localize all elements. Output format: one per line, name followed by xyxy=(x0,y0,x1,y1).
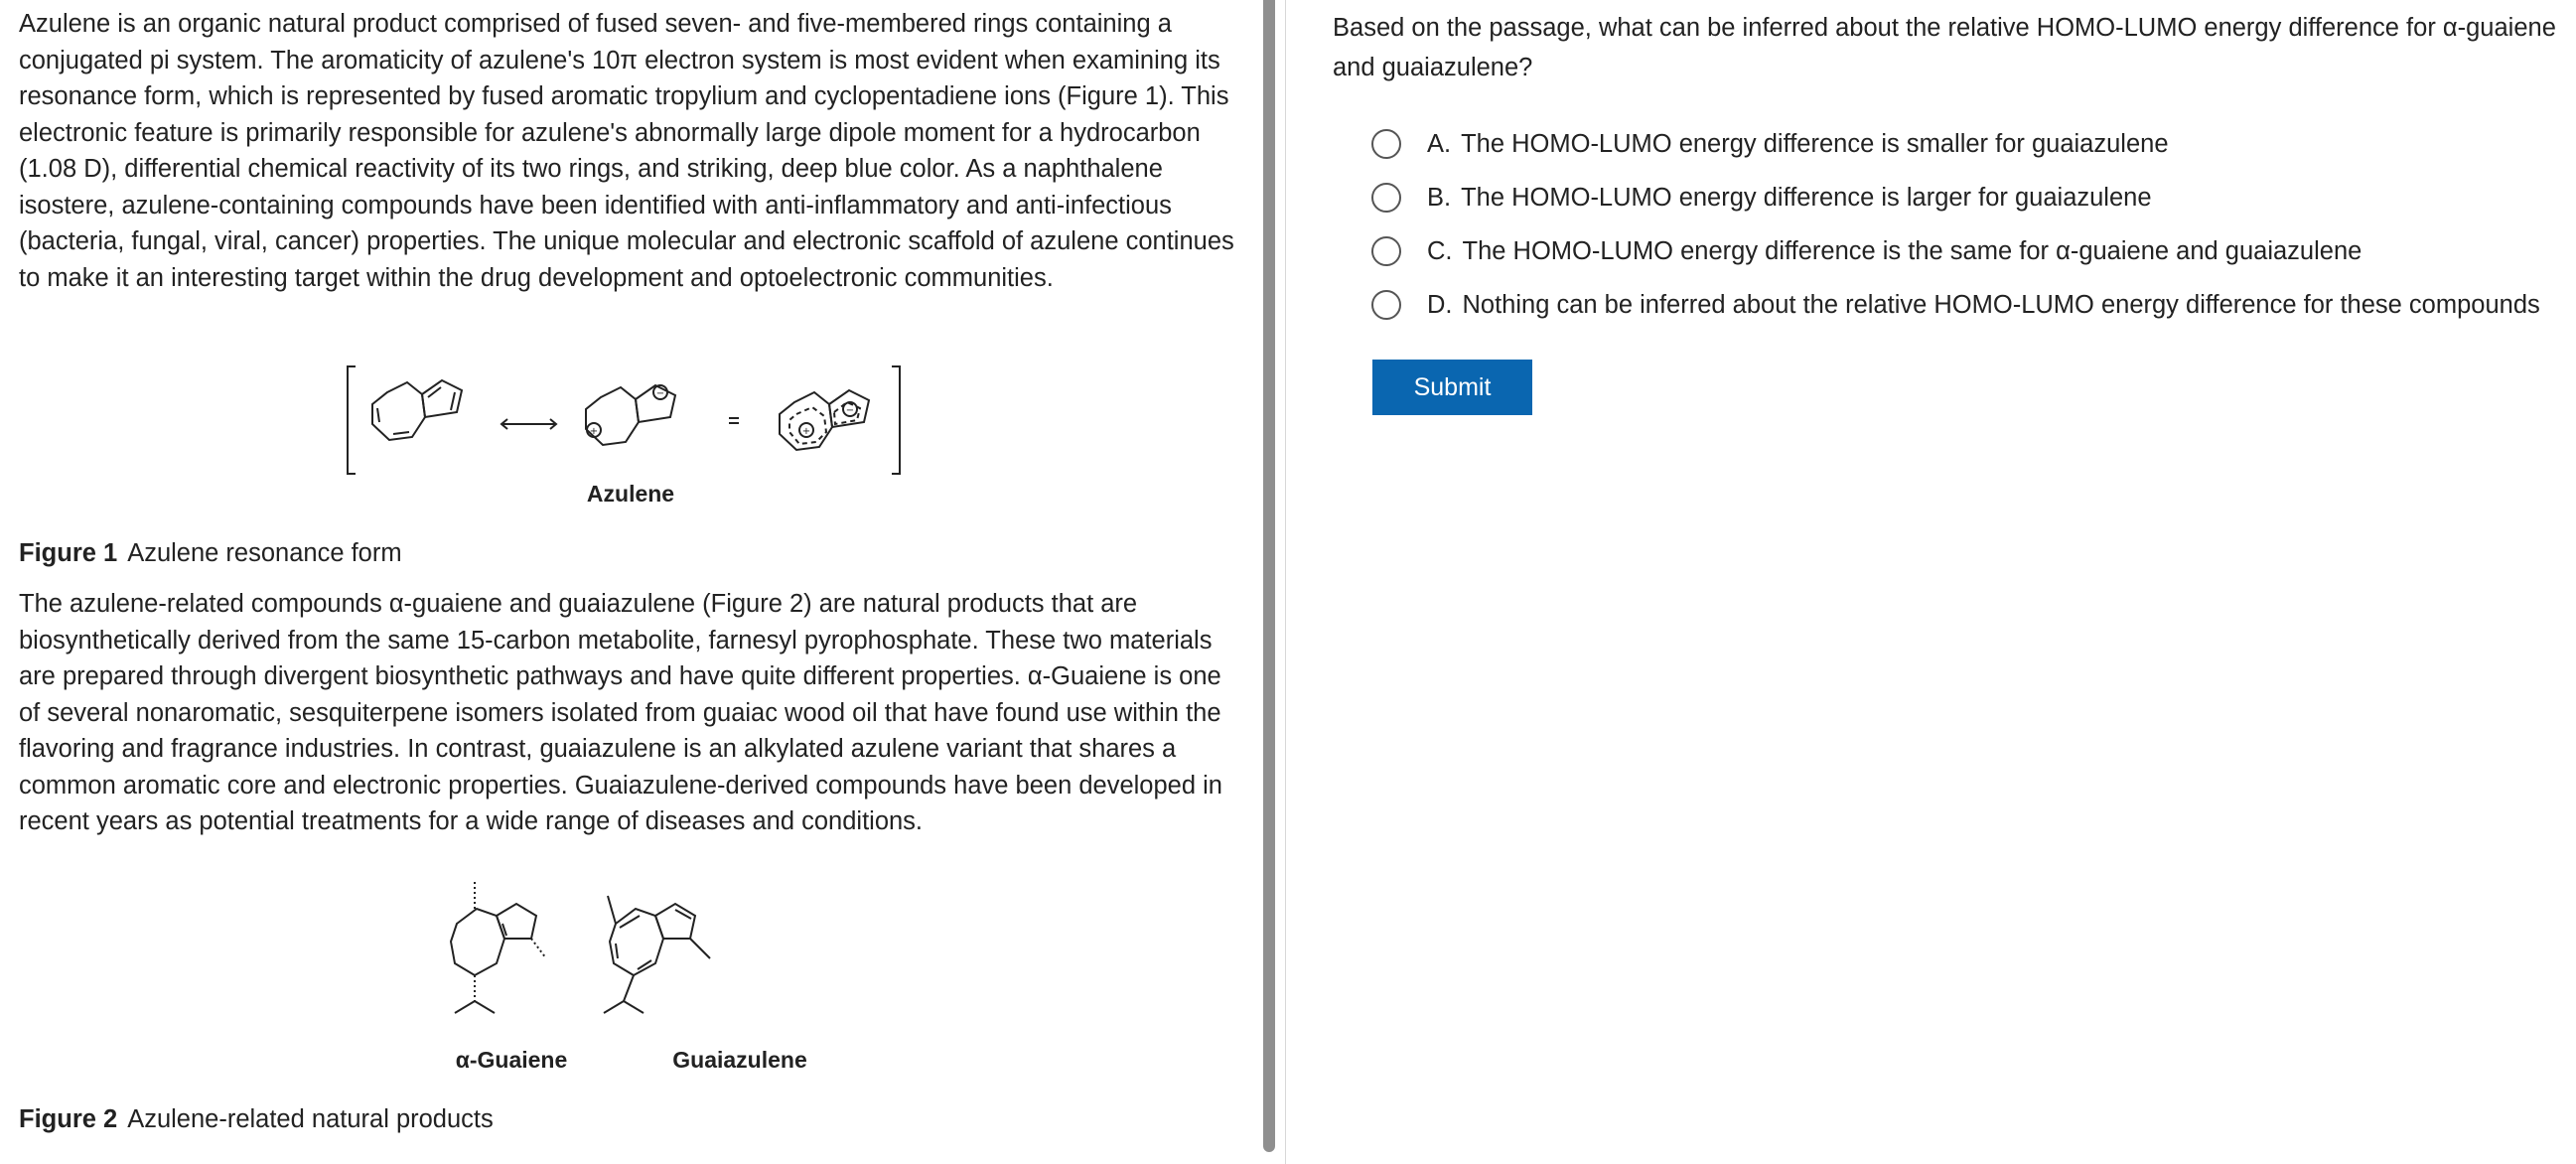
radio-button-c[interactable] xyxy=(1371,236,1401,266)
passage-pane xyxy=(0,0,1253,1164)
option-text: The HOMO-LUMO energy difference is the same for α-guaiene and guaiazulene xyxy=(1462,236,2362,265)
figure-1-caption-number: Figure 1 xyxy=(19,539,118,567)
answer-option-a[interactable] xyxy=(1371,117,2576,171)
submit-button[interactable]: Submit xyxy=(1372,360,1532,415)
figure-2-caption-text: Azulene-related natural products xyxy=(127,1105,494,1133)
pane-splitter-scrollbar[interactable] xyxy=(1263,0,1275,1152)
passage-paragraph-1: Azulene is an organic natural product comprised of fused seven- and five-membered rings containing a conjugated pi system. The aromaticity of azulene's 10π electron system is most evident when examining its resonance form, which is represented by fused aromatic tropylium and cyclopentadiene ions (Figure 1). This electronic feature is primarily responsible for azulene's abnormally large dipole moment for a hydrocarbon (1.08 D), differential chemical reactivity of its two rings, and striking, deep blue color. As a naphthalene isostere, azulene-containing compounds have been identified with anti-inflammatory and anti-infectious (bacteria, fungal, viral, cancer) properties. The unique molecular and electronic scaffold of azulene continues to make it an interesting target within the drug development and optoelectronic communities. xyxy=(19,10,1234,292)
radio-button-a[interactable] xyxy=(1371,129,1401,159)
option-text: The HOMO-LUMO energy difference is smaller for guaiazulene xyxy=(1461,129,2169,158)
figure-2-caption xyxy=(19,1101,1240,1138)
figure-2-label-guaiazulene: Guaiazulene xyxy=(672,1047,807,1073)
radio-button-b[interactable] xyxy=(1371,183,1401,213)
svg-text:−: − xyxy=(655,388,665,399)
option-letter: C. xyxy=(1427,236,1453,265)
figure-2-caption-number: Figure 2 xyxy=(19,1105,118,1133)
question-stem: Based on the passage, what can be inferred about the relative HOMO-LUMO energy difference for α-guaiene and guaiazulene? xyxy=(1333,14,2556,81)
option-text: The HOMO-LUMO energy difference is larger for guaiazulene xyxy=(1461,183,2152,212)
option-letter: B. xyxy=(1427,183,1452,212)
natural-products-figure xyxy=(417,864,834,1063)
radio-button-d[interactable] xyxy=(1371,290,1401,320)
figure-1-caption-text: Azulene resonance form xyxy=(127,539,402,567)
svg-text:+: + xyxy=(801,426,811,437)
svg-text:+: + xyxy=(589,426,599,437)
answer-option-c[interactable] xyxy=(1371,224,2576,278)
pane-divider xyxy=(1285,0,1286,1164)
option-letter: D. xyxy=(1427,290,1453,319)
question-pane xyxy=(1287,0,2576,1164)
figure-2-label-alpha-guaiene: α-Guaiene xyxy=(455,1047,568,1073)
figure-1-caption xyxy=(19,535,1240,572)
passage-paragraph-2: The azulene-related compounds α-guaiene and guaiazulene (Figure 2) are natural products that are biosynthetically derived from the same 15-carbon metabolite, farnesyl pyrophosphate. These two materials are prepared through divergent biosynthetic pathways and have quite different properties. α-Guaiene is one of several nonaromatic, sesquiterpene isomers isolated from guaiac wood oil that have found use within the flavoring and fragrance industries. In contrast, guaiazulene is an alkylated azulene variant that shares a common aromatic core and electronic properties. Guaiazulene-derived compounds have been developed in recent years as potential treatments for a wide range of diseases and conditions. xyxy=(19,590,1222,835)
answer-option-d[interactable] xyxy=(1371,278,2576,332)
option-text: Nothing can be inferred about the relative HOMO-LUMO energy difference for these compounds xyxy=(1462,290,2540,319)
figure-1-structure-label: Azulene xyxy=(586,481,675,507)
svg-text:−: − xyxy=(845,405,855,416)
answer-option-b[interactable] xyxy=(1371,171,2576,224)
option-letter: A. xyxy=(1427,129,1452,158)
answer-options xyxy=(1333,117,2576,332)
